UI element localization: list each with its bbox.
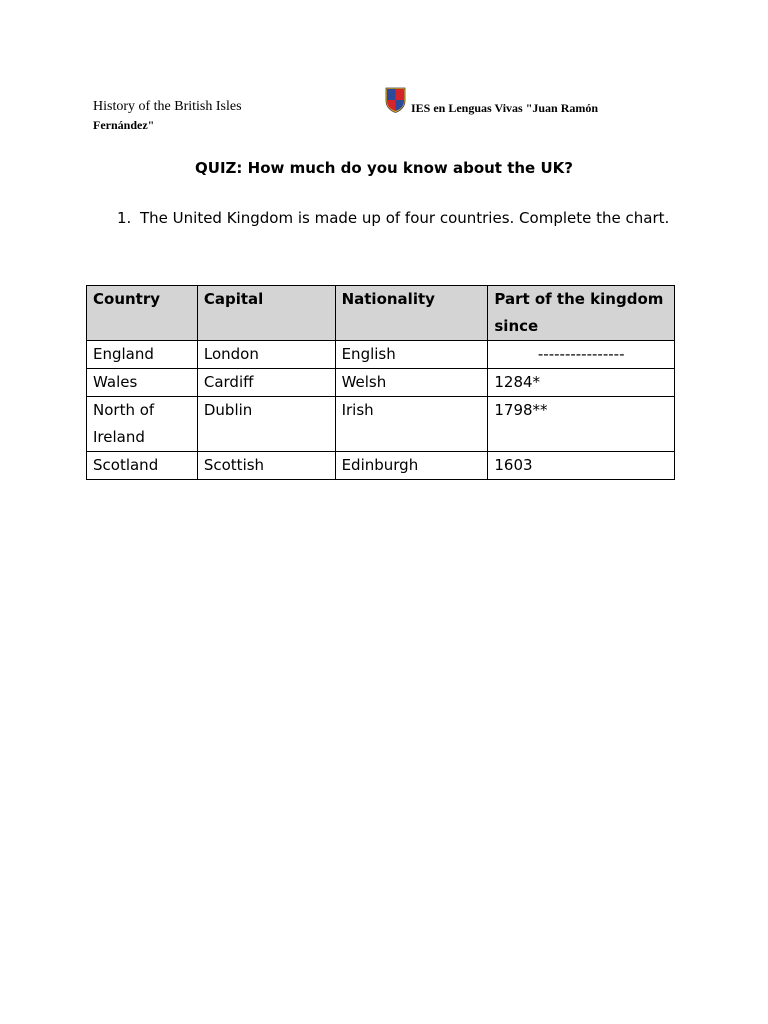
- question-1: [117, 205, 687, 232]
- table-header-row: [87, 286, 675, 341]
- cell-since: 1603: [488, 452, 675, 480]
- cell-capital: London: [197, 341, 335, 369]
- table-row: [87, 397, 675, 452]
- cell-capital: Scottish: [197, 452, 335, 480]
- header-capital: Capital: [197, 286, 335, 341]
- table-row: [87, 452, 675, 480]
- cell-country: England: [87, 341, 198, 369]
- cell-since: ----------------: [488, 341, 675, 369]
- table-row: [87, 369, 675, 397]
- cell-since: 1798**: [488, 397, 675, 452]
- cell-since: 1284*: [488, 369, 675, 397]
- header-country: Country: [87, 286, 198, 341]
- cell-nationality: Welsh: [335, 369, 488, 397]
- cell-nationality: Irish: [335, 397, 488, 452]
- cell-capital: Dublin: [197, 397, 335, 452]
- header-nationality: Nationality: [335, 286, 488, 341]
- cell-nationality: English: [335, 341, 488, 369]
- countries-table: [86, 285, 675, 480]
- table-row: [87, 341, 675, 369]
- institution-name: IES en Lenguas Vivas "Juan Ramón: [411, 101, 599, 115]
- cell-country: Wales: [87, 369, 198, 397]
- cell-nationality: Edinburgh: [335, 452, 488, 480]
- cell-country: North of Ireland: [87, 397, 198, 452]
- institution-name-continued: Fernández": [93, 118, 155, 132]
- subject-title: History of the British Isles: [93, 99, 242, 114]
- question-text: The United Kingdom is made up of four countries. Complete the chart.: [140, 209, 670, 227]
- quiz-title: QUIZ: How much do you know about the UK?: [195, 159, 573, 177]
- cell-country: Scotland: [87, 452, 198, 480]
- cell-capital: Cardiff: [197, 369, 335, 397]
- header-part-since: Part of the kingdom since: [488, 286, 675, 341]
- question-number: 1.: [117, 209, 132, 227]
- school-crest-icon: [385, 87, 406, 113]
